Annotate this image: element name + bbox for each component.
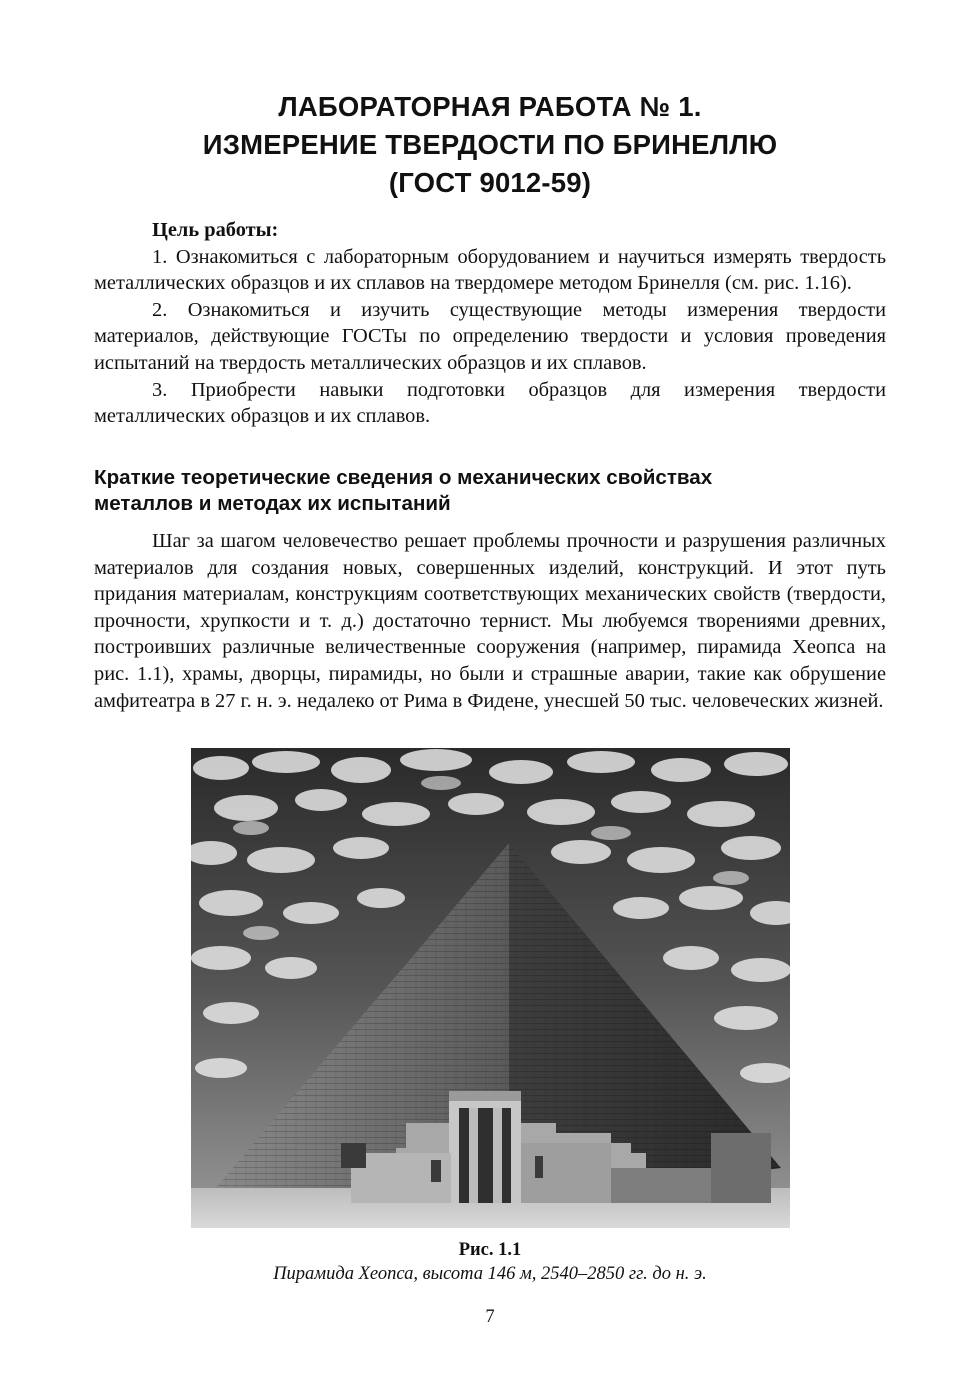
goals-heading: Цель работы: bbox=[152, 219, 279, 241]
figure-label: Рис. 1.1 bbox=[458, 1240, 522, 1260]
page-number: 7 bbox=[485, 1307, 495, 1327]
title-line-3: (ГОСТ 9012-59) bbox=[388, 167, 592, 198]
page-title bbox=[100, 88, 880, 202]
goals-section bbox=[94, 217, 886, 430]
title-line-2: ИЗМЕРЕНИЕ ТВЕРДОСТИ ПО БРИНЕЛЛЮ bbox=[202, 129, 778, 160]
goal-item-2: 2. Ознакомиться и изучить существующие методы измерения твердости материалов, действующие ГОСТы по определению твердости и условия проведения испытаний на твердость металлических образцов и их сплавов. bbox=[94, 298, 886, 374]
goal-item-1: 1. Ознакомиться с лабораторным оборудованием и научиться измерять твердость металлических образцов и их сплавов на твердомере методом Бринелля (см. рис. 1.16). bbox=[94, 245, 886, 295]
pyramid-photo bbox=[191, 748, 790, 1228]
body-paragraph: Шаг за шагом человечество решает проблемы прочности и разрушения различных материалов для создания новых, совершенных изделий, конструкций. И этот путь придания материалам, конструкциям соответствующих механических свойств (твердости, прочности, хрупкости и т. д.) достаточно тернист. Мы любуемся творениями древних, построивших различные величественные сооружения (например, пирамида Хеопса на рис. 1.1), храмы, дворцы, пирамиды, но были и страшные аварии, такие как обрушение амфитеатра в 27 г. н. э. недалеко от Рима в Фидене, унесшей 50 тыс. человеческих жизней. bbox=[94, 530, 886, 712]
section-heading bbox=[94, 465, 886, 517]
figure-caption: Пирамида Хеопса, высота 146 м, 2540–2850 гг. до н. э. bbox=[273, 1264, 707, 1284]
body-paragraph-block bbox=[94, 528, 886, 714]
goal-item-3: 3. Приобрести навыки подготовки образцов для измерения твердости металлических образцов и их сплавов. bbox=[94, 378, 886, 428]
section-heading-line-1: Краткие теоретические сведения о механических свойствах bbox=[94, 466, 713, 489]
section-heading-line-2: металлов и методах их испытаний bbox=[94, 492, 451, 515]
title-line-1: ЛАБОРАТОРНАЯ РАБОТА № 1. bbox=[278, 91, 702, 122]
